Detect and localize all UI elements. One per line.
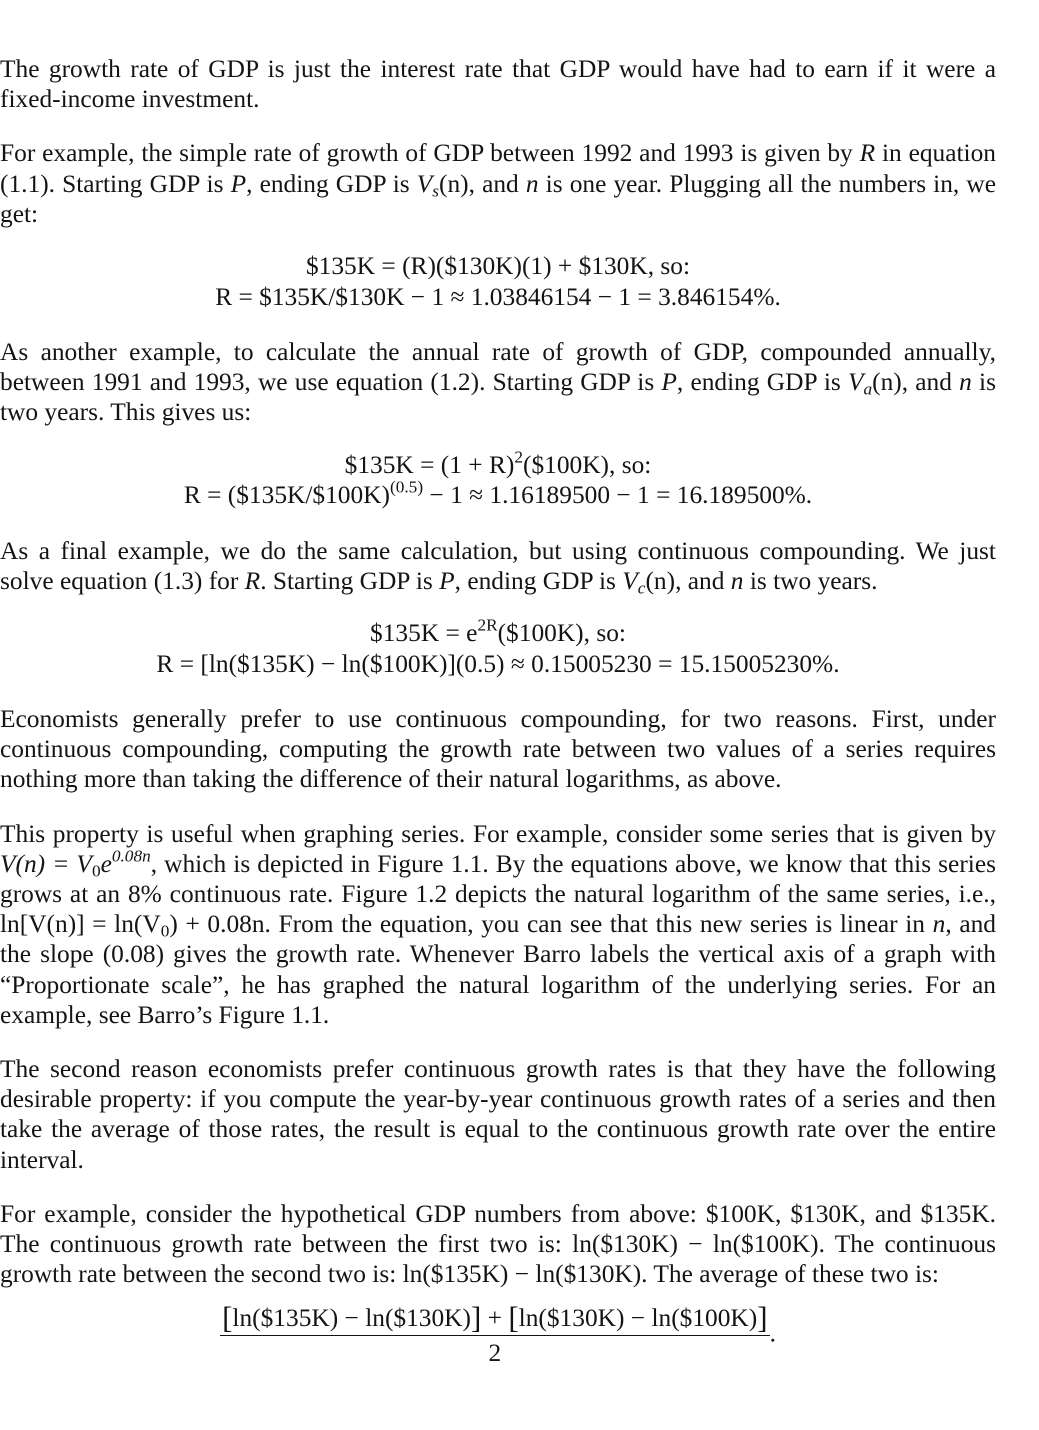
equation-line: $135K = $(1 + R)^2(\$100K)$, so: xyxy=(344,446,652,479)
fraction xyxy=(220,1300,769,1368)
paragraph-growth-rate-definition: The growth rate of GDP is just the interest rate that GDP would have had to earn if it were a fixed-income investment. xyxy=(0,55,996,114)
equation-annual-compounding xyxy=(0,446,996,511)
equation-continuous-compounding xyxy=(0,615,996,679)
paragraph-continuous-compounding-example: As a final example, we do the same calculation, but using continuous compounding. We just solve equation (1.3) for R. Starting GDP is P, ending GDP is $V_c(n)$, and n is two years. xyxy=(0,536,996,598)
equation-average-growth-fraction: $\frac{[\ln(\$135K) - \ln(\$130K)] + [\ln(\$130K) - \ln(\$100K)]}{2}$ . xyxy=(222,1300,776,1367)
fraction-numerator: [ln($135K) − ln($130K)] + [ln($130K) − ln($100K)] xyxy=(222,1300,768,1336)
equation-line: $135K = $e^{2R}(\$100K)$, so: xyxy=(370,615,626,648)
paragraph-economists-prefer: Economists generally prefer to use continuous compounding, for two reasons. First, under continuous compounding, computing the growth rate between two values of a series requires nothing more than taking the difference of their natural logarithms, as above. xyxy=(0,705,996,794)
paragraph-hypothetical-gdp: For example, consider the hypothetical GDP numbers from above: $100K, $130K, and $135K. The continuous growth rate between the first two is: ln($130K) − ln($100K). The continuous growth rate between the second two is: ln($135K) − ln($130K). The average of these two is: xyxy=(0,1199,996,1289)
equation-line: R = ($135K/$100K)$^{(0.5)}$ − 1 ≈ 1.16189500 − 1 = 16.189500%. xyxy=(183,477,813,510)
equation-line: $135K = (R)($130K)(1) + $130K, so: xyxy=(305,252,691,281)
fraction-denominator: 2 xyxy=(488,1338,502,1367)
paragraph-annual-compounding-example: As another example, to calculate the annual rate of growth of GDP, compounded annually, between 1991 and 1993, we use equation (1.2). Starting GDP is P, ending GDP is $V_a(n)$, and n is two years. This gives us: xyxy=(0,338,996,427)
paragraph-graphing-property: This property is useful when graphing series. For example, consider some series that is given by $V(n) = V_0e^{0.08n}$, which is depicted in Figure 1.1. By the equations above, we know that this series grows at an 8% continuous rate. Figure 1.2 depicts the natural logarithm of the same series, i.e., $\ln[V(n)] = \ln(V_0) + 0.08n$. From the equation, you can see that this new series is linear in n, and the slope (0.08) gives the growth rate. Whenever Barro labels the vertical axis of a graph with “Proportionate scale”, he has graphed the natural logarithm of the underlying series. For an example, see Barro’s Figure 1.1. xyxy=(0,819,996,1029)
equation-simple-growth xyxy=(0,251,996,312)
paragraph-simple-growth-example: For example, the simple rate of growth of GDP between 1992 and 1993 is given by R in equation (1.1). Starting GDP is P, ending GDP is $V_s(n)$, and n is one year. Plugging all the numbers in, we get: xyxy=(0,139,997,228)
paragraph-second-reason: The second reason economists prefer continuous growth rates is that they have the following desirable property: if you compute the year-by-year continuous growth rates of a series and then take the average of those rates, the result is equal to the continuous growth rate over the entire interval. xyxy=(0,1055,996,1174)
equation-line: R = [ln($135K) − ln($100K)](0.5) ≈ 0.15005230 = 15.15005230%. xyxy=(156,649,840,678)
equation-line: R = $135K/$130K − 1 ≈ 1.03846154 − 1 = 3.846154%. xyxy=(215,282,781,311)
document-page xyxy=(0,54,996,1368)
